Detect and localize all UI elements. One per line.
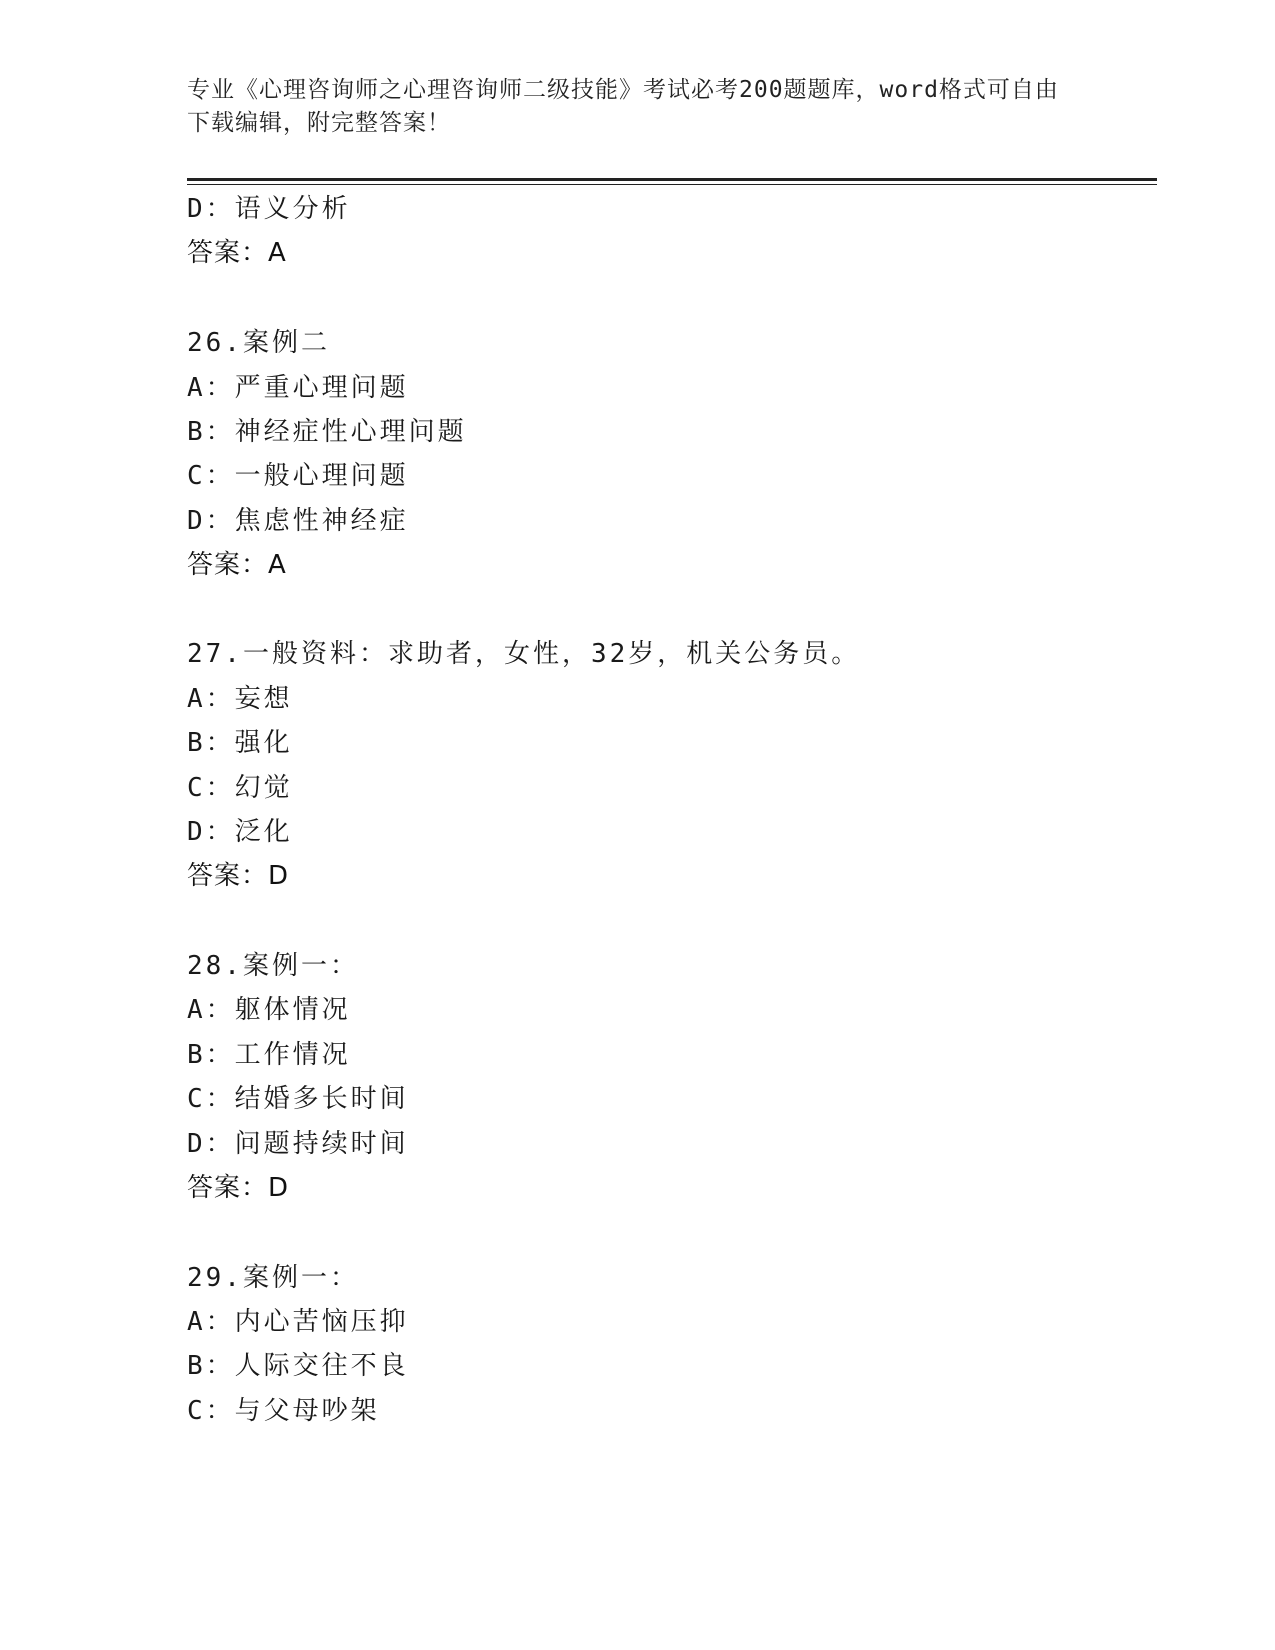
- question-27-option-a: A：妄想: [187, 684, 293, 714]
- answer-line: 答案：A: [187, 238, 287, 268]
- question-28-option-c: C：结婚多长时间: [187, 1084, 409, 1114]
- question-26-option-c: C：一般心理问题: [187, 461, 409, 491]
- question-26-answer: 答案：A: [187, 550, 287, 580]
- question-28-option-a: A：躯体情况: [187, 995, 351, 1025]
- question-26: 26.案例二: [187, 328, 330, 358]
- question-27-option-d: D：泛化: [187, 817, 293, 847]
- question-28-option-d: D：问题持续时间: [187, 1129, 409, 1159]
- question-29-option-b: B：人际交往不良: [187, 1351, 409, 1381]
- header-divider-thin: [187, 184, 1157, 185]
- question-27-answer: 答案：D: [187, 861, 290, 891]
- question-29: 29.案例一：: [187, 1263, 359, 1293]
- header-divider-thick: [187, 178, 1157, 181]
- question-26-option-d: D：焦虑性神经症: [187, 506, 409, 536]
- question-29-option-c: C：与父母吵架: [187, 1396, 380, 1426]
- question-28: 28.案例一：: [187, 951, 359, 981]
- document-header: 专业《心理咨询师之心理咨询师二级技能》考试必考200题题库，word格式可自由下载编辑，附完整答案！: [187, 77, 1059, 136]
- option-d: D：语义分析: [187, 194, 351, 224]
- question-26-option-b: B：神经症性心理问题: [187, 417, 467, 447]
- question-26-option-a: A：严重心理问题: [187, 373, 409, 403]
- question-28-answer: 答案：D: [187, 1173, 290, 1203]
- question-29-option-a: A：内心苦恼压抑: [187, 1307, 409, 1337]
- question-28-option-b: B：工作情况: [187, 1040, 351, 1070]
- question-27-option-c: C：幻觉: [187, 773, 293, 803]
- question-27: 27.一般资料：求助者，女性，32岁，机关公务员。: [187, 639, 861, 669]
- question-27-option-b: B：强化: [187, 728, 293, 758]
